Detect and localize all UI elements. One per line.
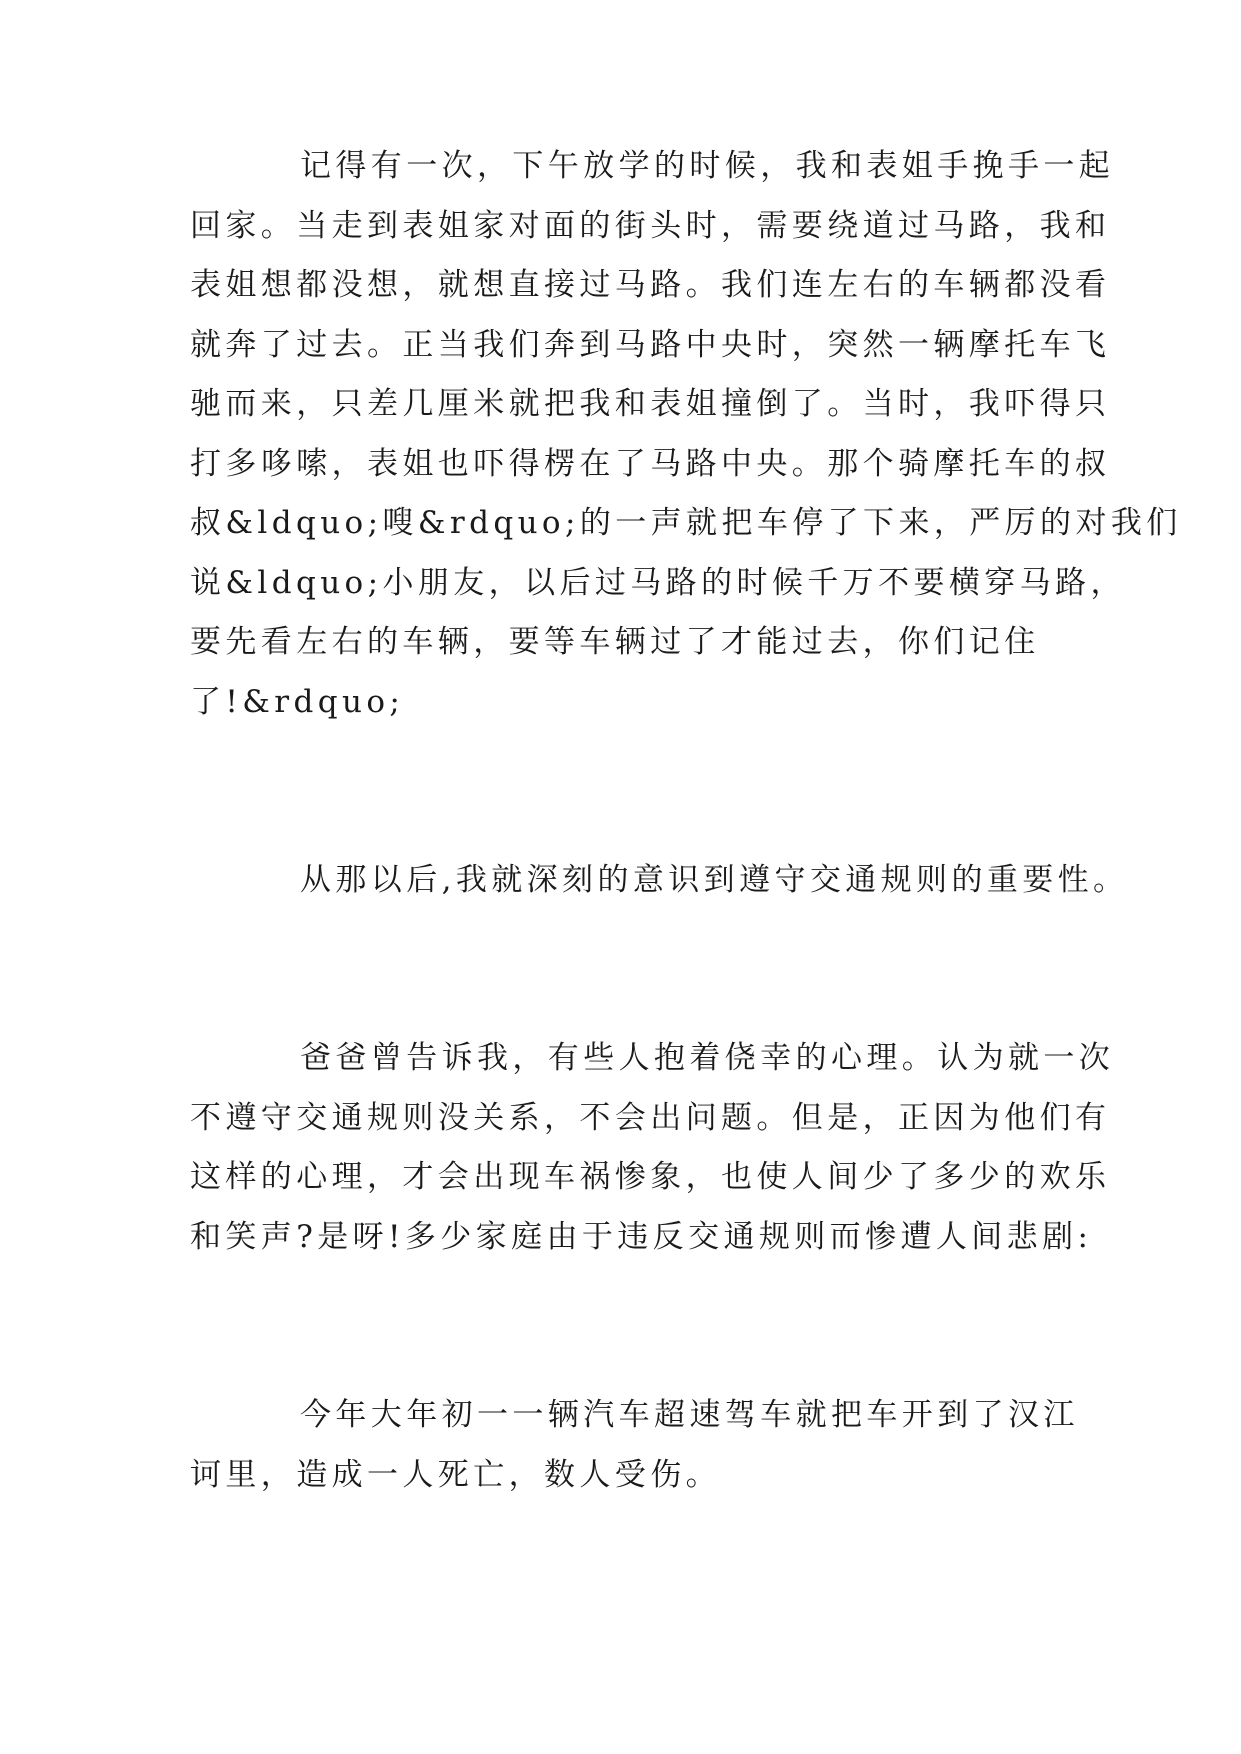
text-line: 要先看左右的车辆，要等车辆过了才能过去，你们记住	[190, 624, 1040, 660]
text-line: 诃里，造成一人死亡，数人受伤。	[190, 1457, 721, 1493]
text-line: 爸爸曾告诉我，有些人抱着侥幸的心理。认为就一次	[300, 1040, 1115, 1076]
text-line: 打多哆嗦，表姐也吓得楞在了马路中央。那个骑摩托车的叔	[190, 446, 1111, 482]
text-line: 就奔了过去。正当我们奔到马路中央时，突然一辆摩托车飞	[190, 327, 1111, 363]
text-line: 从那以后,我就深刻的意识到遵守交通规则的重要性。	[300, 862, 1129, 898]
text-line: 和笑声?是呀!多少家庭由于违反交通规则而惨遭人间悲剧:	[190, 1219, 1093, 1255]
text-line: 驰而来，只差几厘米就把我和表姐撞倒了。当时，我吓得只	[190, 386, 1111, 422]
text-line: 记得有一次，下午放学的时候，我和表姐手挽手一起	[300, 148, 1115, 184]
text-line: 回家。当走到表姐家对面的街头时，需要绕道过马路，我和	[190, 208, 1111, 244]
text-line: 说&ldquo;小朋友，以后过马路的时候千万不要横穿马路，	[190, 565, 1126, 601]
text-line: 这样的心理，才会出现车祸惨象，也使人间少了多少的欢乐	[190, 1159, 1111, 1195]
text-line: 表姐想都没想，就想直接过马路。我们连左右的车辆都没看	[190, 267, 1111, 303]
text-line: 叔&ldquo;嗖&rdquo;的一声就把车停了下来，严厉的对我们	[190, 505, 1182, 541]
text-line: 了!&rdquo;	[190, 684, 405, 720]
text-line: 今年大年初一一辆汽车超速驾车就把车开到了汉江	[300, 1397, 1079, 1433]
text-line: 不遵守交通规则没关系，不会出问题。但是，正因为他们有	[190, 1100, 1111, 1136]
